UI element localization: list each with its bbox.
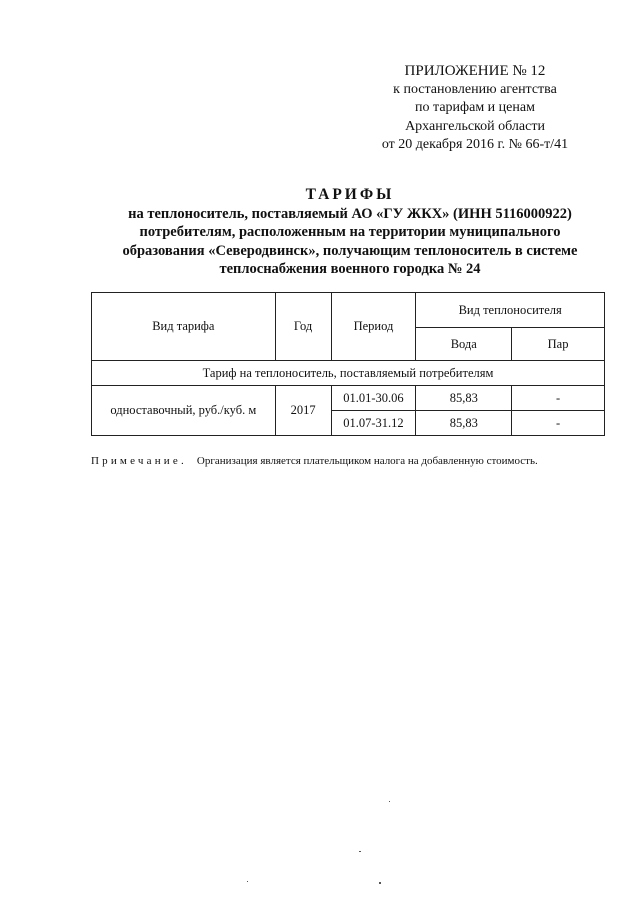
row-steam: - xyxy=(512,386,605,411)
row-water: 85,83 xyxy=(416,386,512,411)
tariff-name: одноставочный, руб./куб. м xyxy=(92,386,276,436)
year-value: 2017 xyxy=(275,386,331,436)
footnote xyxy=(91,455,538,467)
footnote-text: Организация является плательщиком налога на добавленную стоимость. xyxy=(196,455,538,467)
title-line-2: потребителям, расположенным на территории муниципального xyxy=(139,224,561,240)
title-line-4: теплоснабжения военного городка № 24 xyxy=(219,261,481,277)
appendix-line-3: Архангельской области xyxy=(405,118,545,134)
row-period: 01.01-30.06 xyxy=(331,386,416,411)
appendix-date: от 20 декабря 2016 г. № 66-т/41 xyxy=(381,137,569,152)
appendix-line-2: по тарифам и ценам xyxy=(415,100,535,115)
header-period: Период xyxy=(331,293,416,361)
scan-speck xyxy=(359,851,361,852)
row-period: 01.07-31.12 xyxy=(331,411,416,436)
title-line-3: образования «Северодвинск», получающим теплоноситель в системе xyxy=(122,242,578,259)
appendix-line-1: к постановлению агентства xyxy=(393,81,557,97)
tariff-table xyxy=(91,292,605,436)
scan-speck xyxy=(379,882,381,884)
section-title: Тариф на теплоноситель, поставляемый потребителям xyxy=(92,361,605,386)
row-water: 85,83 xyxy=(416,411,512,436)
header-water: Вода xyxy=(416,328,512,361)
appendix-number: ПРИЛОЖЕНИЕ № 12 xyxy=(404,63,546,79)
appendix-block xyxy=(340,62,610,155)
header-tariff-type: Вид тарифа xyxy=(92,293,276,361)
row-steam: - xyxy=(512,411,605,436)
title-heading: ТАРИФЫ xyxy=(305,186,395,203)
table-row xyxy=(92,386,605,411)
scan-speck xyxy=(247,881,248,882)
header-steam: Пар xyxy=(512,328,605,361)
header-coolant-type: Вид теплоносителя xyxy=(416,293,605,328)
scan-speck xyxy=(389,801,390,802)
document-title xyxy=(100,186,600,279)
title-line-1: на теплоноситель, поставляемый АО «ГУ ЖКХ» (ИНН 5116000922) xyxy=(128,205,572,222)
header-year: Год xyxy=(275,293,331,361)
footnote-label: Примечание. xyxy=(91,455,187,467)
